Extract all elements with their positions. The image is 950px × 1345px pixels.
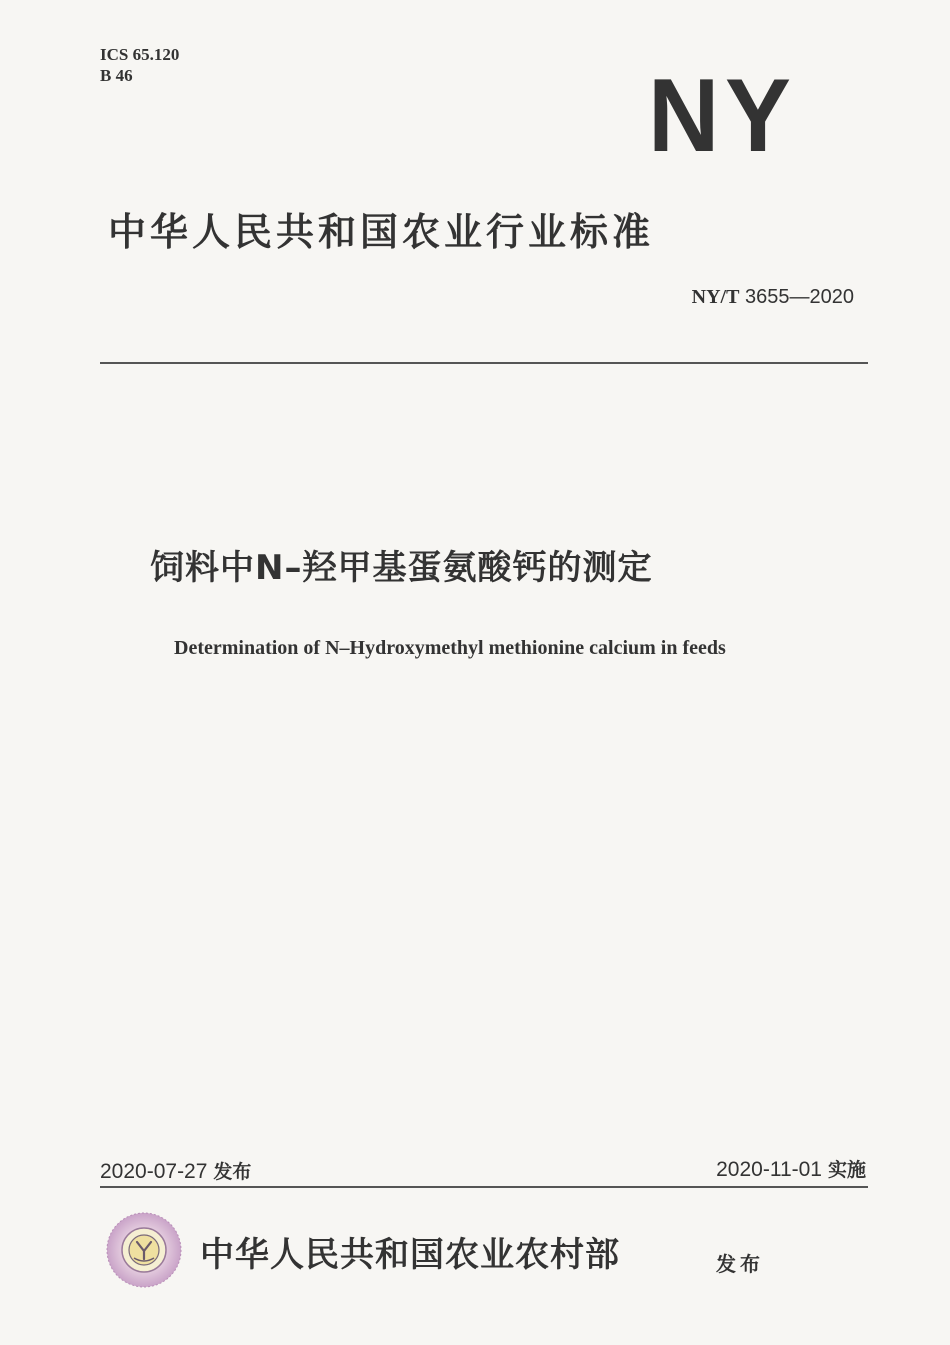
ccs-code: B 46 [100,66,133,85]
publish-label: 发布 [716,1252,764,1276]
document-title-chinese: 饲料中N–羟甲基蛋氨酸钙的测定 [150,548,653,588]
issue-date-value: 2020-07-27 [100,1160,208,1183]
implementation-date [716,1155,866,1182]
implementation-date-value: 2020-11-01 [716,1158,822,1181]
standard-number [692,286,854,309]
issue-date [100,1157,251,1184]
top-divider [100,362,868,364]
document-title-english: Determination of N–Hydroxymethyl methionine calcium in feeds [174,637,726,659]
publisher-name: 中华人民共和国农业农村部 [200,1235,620,1275]
standard-number-value: 3655—2020 [745,286,854,308]
classification-codes [100,44,179,86]
implementation-date-label: 实施 [827,1159,866,1181]
standard-number-prefix: NY/T [691,286,740,308]
ny-logo: NY [648,58,797,174]
ics-code: ICS 65.120 [100,45,180,64]
ministry-emblem-icon [106,1212,182,1288]
standard-category-title: 中华人民共和国农业行业标准 [108,210,655,254]
issue-date-label: 发布 [213,1161,252,1183]
bottom-divider [100,1186,868,1188]
